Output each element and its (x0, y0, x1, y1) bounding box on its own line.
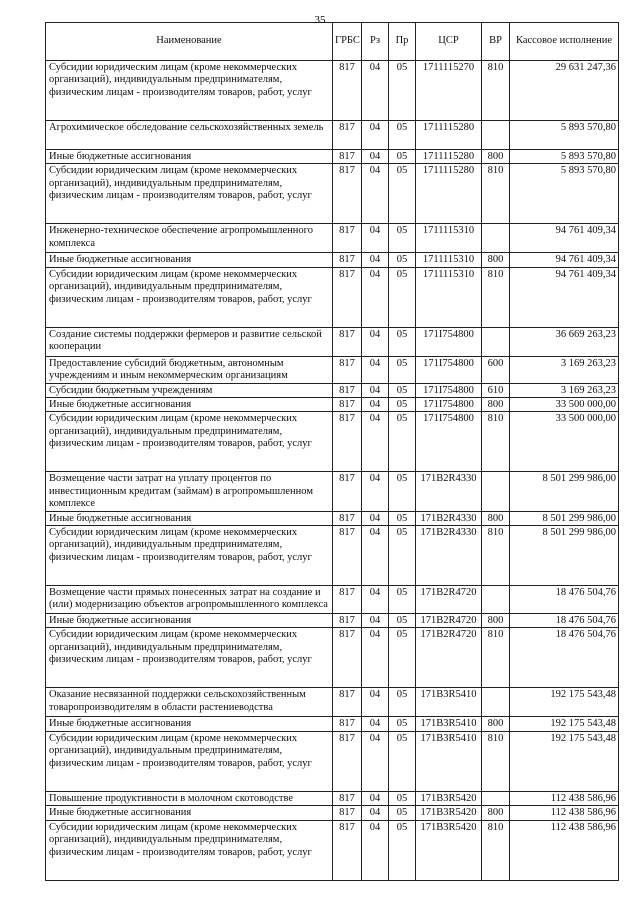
cell-name: Субсидии юридическим лицам (кроме некоммерческих организаций), индивидуальным предпринимателям, физическим лицам - производителям товаров, работ, услуг (46, 412, 333, 472)
cell-csr: 171B2R4720 (416, 614, 482, 628)
cell-vr (482, 586, 510, 614)
cell-vr: 810 (482, 164, 510, 224)
cell-name: Субсидии юридическим лицам (кроме некоммерческих организаций), индивидуальным предпринимателям, физическим лицам - производителям товаров, работ, услуг (46, 731, 333, 791)
cell-vr: 800 (482, 717, 510, 731)
table-row (46, 356, 619, 383)
table-row (46, 820, 619, 880)
cell-vr: 800 (482, 253, 510, 267)
cell-name: Субсидии юридическим лицам (кроме некоммерческих организаций), индивидуальным предпринимателям, физическим лицам - производителям товаров, работ, услуг (46, 820, 333, 880)
cell-pr: 05 (389, 731, 416, 791)
cell-rz: 04 (362, 731, 389, 791)
cell-rz: 04 (362, 150, 389, 164)
cell-grbs: 817 (333, 511, 362, 525)
cell-pr: 05 (389, 820, 416, 880)
table-row (46, 586, 619, 614)
cell-vr: 810 (482, 267, 510, 327)
cell-grbs: 817 (333, 791, 362, 805)
cell-pr: 05 (389, 398, 416, 412)
cell-sum: 94 761 409,34 (510, 267, 619, 327)
cell-csr: 171B2R4720 (416, 586, 482, 614)
cell-sum: 29 631 247,36 (510, 61, 619, 121)
cell-vr (482, 791, 510, 805)
cell-csr: 171B2R4330 (416, 526, 482, 586)
cell-pr: 05 (389, 806, 416, 820)
table-row (46, 267, 619, 327)
cell-csr: 171I754800 (416, 327, 482, 356)
cell-rz: 04 (362, 511, 389, 525)
cell-grbs: 817 (333, 526, 362, 586)
cell-sum: 18 476 504,76 (510, 628, 619, 688)
cell-csr: 1711115280 (416, 150, 482, 164)
cell-csr: 171B3R5420 (416, 806, 482, 820)
cell-name: Субсидии юридическим лицам (кроме некоммерческих организаций), индивидуальным предпринимателям, физическим лицам - производителям товаров, работ, услуг (46, 164, 333, 224)
cell-pr: 05 (389, 150, 416, 164)
cell-pr: 05 (389, 717, 416, 731)
cell-pr: 05 (389, 688, 416, 717)
cell-name: Иные бюджетные ассигнования (46, 511, 333, 525)
cell-name: Иные бюджетные ассигнования (46, 614, 333, 628)
table-row (46, 526, 619, 586)
table-row (46, 224, 619, 253)
table-row (46, 412, 619, 472)
cell-vr (482, 327, 510, 356)
cell-grbs: 817 (333, 61, 362, 121)
cell-pr: 05 (389, 791, 416, 805)
table-row (46, 614, 619, 628)
cell-grbs: 817 (333, 806, 362, 820)
cell-vr: 810 (482, 731, 510, 791)
cell-pr: 05 (389, 628, 416, 688)
cell-grbs: 817 (333, 717, 362, 731)
cell-grbs: 817 (333, 628, 362, 688)
cell-grbs: 817 (333, 164, 362, 224)
cell-vr: 810 (482, 628, 510, 688)
cell-vr (482, 472, 510, 511)
cell-sum: 192 175 543,48 (510, 688, 619, 717)
table-row (46, 791, 619, 805)
cell-pr: 05 (389, 61, 416, 121)
cell-rz: 04 (362, 614, 389, 628)
cell-pr: 05 (389, 224, 416, 253)
cell-name: Субсидии юридическим лицам (кроме некоммерческих организаций), индивидуальным предпринимателям, физическим лицам - производителям товаров, работ, услуг (46, 628, 333, 688)
cell-sum: 112 438 586,96 (510, 806, 619, 820)
cell-vr: 800 (482, 614, 510, 628)
cell-name: Возмещение части затрат на уплату процентов по инвестиционным кредитам (займам) в агропромышленном комплексе (46, 472, 333, 511)
cell-grbs: 817 (333, 731, 362, 791)
cell-rz: 04 (362, 806, 389, 820)
cell-sum: 8 501 299 986,00 (510, 511, 619, 525)
cell-sum: 112 438 586,96 (510, 820, 619, 880)
header-vr: ВР (482, 23, 510, 61)
cell-vr: 800 (482, 511, 510, 525)
cell-vr: 800 (482, 806, 510, 820)
cell-rz: 04 (362, 586, 389, 614)
cell-vr (482, 121, 510, 150)
cell-name: Повышение продуктивности в молочном скотоводстве (46, 791, 333, 805)
cell-csr: 1711115310 (416, 253, 482, 267)
page-number: 35 (314, 14, 326, 26)
cell-vr: 810 (482, 526, 510, 586)
cell-pr: 05 (389, 356, 416, 383)
cell-vr (482, 688, 510, 717)
cell-rz: 04 (362, 472, 389, 511)
table-row (46, 806, 619, 820)
cell-grbs: 817 (333, 121, 362, 150)
cell-pr: 05 (389, 586, 416, 614)
table-row (46, 628, 619, 688)
cell-csr: 171B2R4720 (416, 628, 482, 688)
cell-name: Иные бюджетные ассигнования (46, 253, 333, 267)
cell-pr: 05 (389, 164, 416, 224)
cell-rz: 04 (362, 688, 389, 717)
cell-sum: 8 501 299 986,00 (510, 472, 619, 511)
cell-name: Субсидии юридическим лицам (кроме некоммерческих организаций), индивидуальным предпринимателям, физическим лицам - производителям товаров, работ, услуг (46, 61, 333, 121)
cell-name: Субсидии юридическим лицам (кроме некоммерческих организаций), индивидуальным предпринимателям, физическим лицам - производителям товаров, работ, услуг (46, 267, 333, 327)
cell-csr: 1711115310 (416, 224, 482, 253)
cell-rz: 04 (362, 820, 389, 880)
cell-vr: 600 (482, 356, 510, 383)
cell-csr: 171B3R5410 (416, 717, 482, 731)
cell-sum: 5 893 570,80 (510, 150, 619, 164)
header-rz: Рз (362, 23, 389, 61)
cell-rz: 04 (362, 61, 389, 121)
cell-grbs: 817 (333, 472, 362, 511)
cell-csr: 171B3R5410 (416, 731, 482, 791)
cell-csr: 171B3R5410 (416, 688, 482, 717)
header-pr: Пр (389, 23, 416, 61)
cell-pr: 05 (389, 511, 416, 525)
cell-grbs: 817 (333, 383, 362, 397)
cell-grbs: 817 (333, 412, 362, 472)
cell-name: Агрохимическое обследование сельскохозяйственных земель (46, 121, 333, 150)
budget-table (45, 22, 619, 881)
cell-csr: 171B2R4330 (416, 472, 482, 511)
cell-rz: 04 (362, 717, 389, 731)
cell-grbs: 817 (333, 327, 362, 356)
cell-csr: 171I754800 (416, 383, 482, 397)
cell-csr: 171I754800 (416, 398, 482, 412)
cell-name: Оказание несвязанной поддержки сельскохозяйственным товаропроизводителям в области растениеводства (46, 688, 333, 717)
cell-rz: 04 (362, 121, 389, 150)
cell-csr: 1711115310 (416, 267, 482, 327)
table-row (46, 383, 619, 397)
cell-sum: 192 175 543,48 (510, 731, 619, 791)
cell-pr: 05 (389, 253, 416, 267)
table-row (46, 253, 619, 267)
cell-rz: 04 (362, 224, 389, 253)
table-row (46, 511, 619, 525)
table-row (46, 472, 619, 511)
cell-grbs: 817 (333, 267, 362, 327)
cell-sum: 33 500 000,00 (510, 398, 619, 412)
cell-pr: 05 (389, 327, 416, 356)
cell-csr: 1711115270 (416, 61, 482, 121)
cell-sum: 5 893 570,80 (510, 164, 619, 224)
cell-vr: 610 (482, 383, 510, 397)
header-sum: Кассовое исполнение (510, 23, 619, 61)
table-row (46, 731, 619, 791)
cell-rz: 04 (362, 356, 389, 383)
cell-sum: 94 761 409,34 (510, 253, 619, 267)
cell-rz: 04 (362, 327, 389, 356)
cell-vr: 810 (482, 820, 510, 880)
cell-sum: 3 169 263,23 (510, 383, 619, 397)
cell-sum: 112 438 586,96 (510, 791, 619, 805)
cell-grbs: 817 (333, 688, 362, 717)
cell-rz: 04 (362, 267, 389, 327)
cell-grbs: 817 (333, 356, 362, 383)
cell-pr: 05 (389, 526, 416, 586)
cell-sum: 36 669 263,23 (510, 327, 619, 356)
cell-csr: 1711115280 (416, 121, 482, 150)
table-row (46, 121, 619, 150)
table-row (46, 717, 619, 731)
cell-grbs: 817 (333, 398, 362, 412)
table-header-row (46, 23, 619, 61)
cell-sum: 18 476 504,76 (510, 614, 619, 628)
cell-sum: 33 500 000,00 (510, 412, 619, 472)
cell-sum: 3 169 263,23 (510, 356, 619, 383)
cell-name: Субсидии юридическим лицам (кроме некоммерческих организаций), индивидуальным предпринимателям, физическим лицам - производителям товаров, работ, услуг (46, 526, 333, 586)
cell-vr: 810 (482, 61, 510, 121)
cell-csr: 171I754800 (416, 356, 482, 383)
cell-pr: 05 (389, 472, 416, 511)
cell-csr: 171B2R4330 (416, 511, 482, 525)
cell-rz: 04 (362, 791, 389, 805)
cell-rz: 04 (362, 253, 389, 267)
cell-rz: 04 (362, 412, 389, 472)
cell-name: Инженерно-техническое обеспечение агропромышленного комплекса (46, 224, 333, 253)
cell-rz: 04 (362, 383, 389, 397)
cell-name: Создание системы поддержки фермеров и развитие сельской кооперации (46, 327, 333, 356)
cell-name: Возмещение части прямых понесенных затрат на создание и (или) модернизацию объектов агропромышленного комплекса (46, 586, 333, 614)
cell-grbs: 817 (333, 150, 362, 164)
table-row (46, 688, 619, 717)
cell-csr: 171I754800 (416, 412, 482, 472)
cell-vr (482, 224, 510, 253)
cell-sum: 5 893 570,80 (510, 121, 619, 150)
table-row (46, 61, 619, 121)
cell-csr: 171B3R5420 (416, 820, 482, 880)
cell-rz: 04 (362, 164, 389, 224)
cell-rz: 04 (362, 398, 389, 412)
cell-rz: 04 (362, 526, 389, 586)
cell-grbs: 817 (333, 253, 362, 267)
cell-pr: 05 (389, 383, 416, 397)
cell-grbs: 817 (333, 820, 362, 880)
cell-pr: 05 (389, 121, 416, 150)
cell-name: Иные бюджетные ассигнования (46, 717, 333, 731)
cell-name: Предоставление субсидий бюджетным, автономным учреждениям и иным некоммерческим организациям (46, 356, 333, 383)
cell-name: Иные бюджетные ассигнования (46, 150, 333, 164)
header-name: Наименование (46, 23, 333, 61)
cell-sum: 8 501 299 986,00 (510, 526, 619, 586)
cell-grbs: 817 (333, 586, 362, 614)
cell-grbs: 817 (333, 614, 362, 628)
table-row (46, 398, 619, 412)
cell-name: Иные бюджетные ассигнования (46, 398, 333, 412)
cell-sum: 18 476 504,76 (510, 586, 619, 614)
cell-name: Субсидии бюджетным учреждениям (46, 383, 333, 397)
cell-rz: 04 (362, 628, 389, 688)
header-csr: ЦСР (416, 23, 482, 61)
table-row (46, 164, 619, 224)
cell-vr: 800 (482, 398, 510, 412)
table-row (46, 327, 619, 356)
cell-sum: 192 175 543,48 (510, 717, 619, 731)
cell-sum: 94 761 409,34 (510, 224, 619, 253)
cell-name: Иные бюджетные ассигнования (46, 806, 333, 820)
cell-pr: 05 (389, 412, 416, 472)
header-grbs: ГРБС (333, 23, 362, 61)
cell-vr: 810 (482, 412, 510, 472)
cell-csr: 1711115280 (416, 164, 482, 224)
cell-vr: 800 (482, 150, 510, 164)
table-row (46, 150, 619, 164)
cell-pr: 05 (389, 267, 416, 327)
cell-grbs: 817 (333, 224, 362, 253)
cell-csr: 171B3R5420 (416, 791, 482, 805)
cell-pr: 05 (389, 614, 416, 628)
